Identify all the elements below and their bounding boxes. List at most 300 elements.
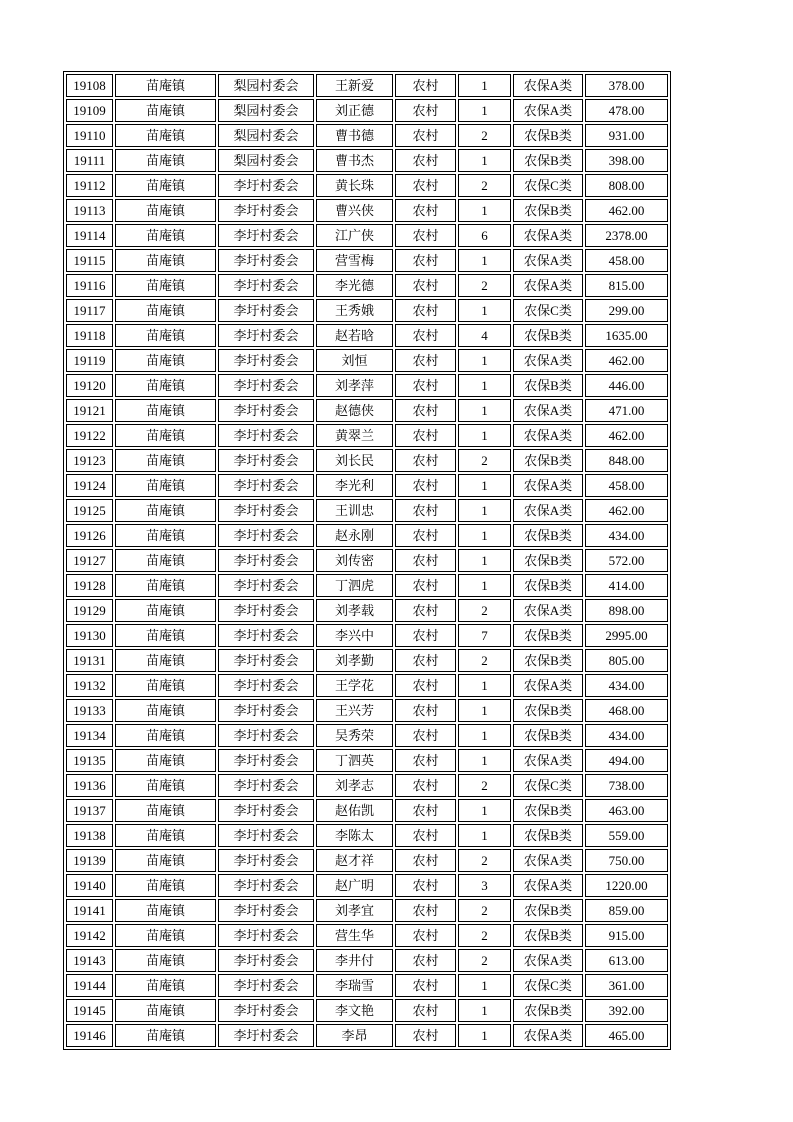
cell-person-name: 李文艳 xyxy=(316,999,393,1022)
cell-residence-type: 农村 xyxy=(395,824,456,847)
cell-village-committee: 梨园村委会 xyxy=(218,149,314,172)
cell-member-count: 1 xyxy=(458,824,511,847)
cell-record-id: 19114 xyxy=(66,224,113,247)
table-row xyxy=(66,399,668,422)
cell-member-count: 2 xyxy=(458,274,511,297)
cell-residence-type: 农村 xyxy=(395,774,456,797)
cell-member-count: 1 xyxy=(458,999,511,1022)
cell-amount: 750.00 xyxy=(585,849,668,872)
cell-town: 苗庵镇 xyxy=(115,899,216,922)
cell-amount: 458.00 xyxy=(585,249,668,272)
cell-person-name: 黄长珠 xyxy=(316,174,393,197)
cell-amount: 915.00 xyxy=(585,924,668,947)
cell-member-count: 1 xyxy=(458,749,511,772)
cell-village-committee: 李圩村委会 xyxy=(218,224,314,247)
cell-person-name: 吴秀荣 xyxy=(316,724,393,747)
cell-person-name: 王兴芳 xyxy=(316,699,393,722)
cell-person-name: 王秀娥 xyxy=(316,299,393,322)
cell-insurance-category: 农保A类 xyxy=(513,99,583,122)
cell-amount: 898.00 xyxy=(585,599,668,622)
cell-residence-type: 农村 xyxy=(395,374,456,397)
table-row xyxy=(66,649,668,672)
cell-record-id: 19110 xyxy=(66,124,113,147)
cell-residence-type: 农村 xyxy=(395,724,456,747)
cell-person-name: 李井付 xyxy=(316,949,393,972)
table-row xyxy=(66,774,668,797)
table-row xyxy=(66,699,668,722)
cell-record-id: 19116 xyxy=(66,274,113,297)
cell-town: 苗庵镇 xyxy=(115,1024,216,1047)
cell-village-committee: 李圩村委会 xyxy=(218,299,314,322)
cell-amount: 458.00 xyxy=(585,474,668,497)
table-row xyxy=(66,249,668,272)
cell-record-id: 19117 xyxy=(66,299,113,322)
cell-person-name: 营生华 xyxy=(316,924,393,947)
cell-record-id: 19121 xyxy=(66,399,113,422)
table-row xyxy=(66,599,668,622)
cell-insurance-category: 农保B类 xyxy=(513,324,583,347)
cell-amount: 468.00 xyxy=(585,699,668,722)
cell-insurance-category: 农保B类 xyxy=(513,549,583,572)
cell-village-committee: 李圩村委会 xyxy=(218,249,314,272)
cell-member-count: 2 xyxy=(458,949,511,972)
cell-record-id: 19128 xyxy=(66,574,113,597)
cell-record-id: 19145 xyxy=(66,999,113,1022)
cell-record-id: 19142 xyxy=(66,924,113,947)
cell-town: 苗庵镇 xyxy=(115,599,216,622)
cell-record-id: 19125 xyxy=(66,499,113,522)
cell-residence-type: 农村 xyxy=(395,424,456,447)
cell-village-committee: 李圩村委会 xyxy=(218,174,314,197)
cell-person-name: 李光德 xyxy=(316,274,393,297)
cell-residence-type: 农村 xyxy=(395,349,456,372)
cell-person-name: 李昂 xyxy=(316,1024,393,1047)
table-row xyxy=(66,99,668,122)
cell-village-committee: 李圩村委会 xyxy=(218,974,314,997)
cell-person-name: 曹书杰 xyxy=(316,149,393,172)
cell-village-committee: 李圩村委会 xyxy=(218,949,314,972)
cell-insurance-category: 农保B类 xyxy=(513,574,583,597)
cell-member-count: 1 xyxy=(458,524,511,547)
cell-town: 苗庵镇 xyxy=(115,499,216,522)
table-row xyxy=(66,974,668,997)
cell-town: 苗庵镇 xyxy=(115,824,216,847)
cell-insurance-category: 农保C类 xyxy=(513,974,583,997)
table-row xyxy=(66,499,668,522)
cell-member-count: 4 xyxy=(458,324,511,347)
cell-insurance-category: 农保B类 xyxy=(513,649,583,672)
cell-residence-type: 农村 xyxy=(395,499,456,522)
table-row xyxy=(66,549,668,572)
cell-amount: 434.00 xyxy=(585,524,668,547)
cell-town: 苗庵镇 xyxy=(115,274,216,297)
cell-town: 苗庵镇 xyxy=(115,199,216,222)
cell-member-count: 1 xyxy=(458,249,511,272)
cell-residence-type: 农村 xyxy=(395,674,456,697)
cell-person-name: 李瑞雪 xyxy=(316,974,393,997)
cell-town: 苗庵镇 xyxy=(115,99,216,122)
cell-amount: 434.00 xyxy=(585,724,668,747)
cell-town: 苗庵镇 xyxy=(115,374,216,397)
cell-village-committee: 李圩村委会 xyxy=(218,774,314,797)
cell-member-count: 2 xyxy=(458,449,511,472)
cell-residence-type: 农村 xyxy=(395,324,456,347)
table-row xyxy=(66,524,668,547)
cell-village-committee: 梨园村委会 xyxy=(218,99,314,122)
cell-amount: 462.00 xyxy=(585,499,668,522)
cell-person-name: 王训忠 xyxy=(316,499,393,522)
cell-member-count: 1 xyxy=(458,724,511,747)
cell-member-count: 2 xyxy=(458,899,511,922)
cell-town: 苗庵镇 xyxy=(115,299,216,322)
cell-amount: 361.00 xyxy=(585,974,668,997)
cell-amount: 738.00 xyxy=(585,774,668,797)
table-row xyxy=(66,874,668,897)
cell-town: 苗庵镇 xyxy=(115,674,216,697)
cell-member-count: 1 xyxy=(458,74,511,97)
cell-town: 苗庵镇 xyxy=(115,224,216,247)
table-row xyxy=(66,124,668,147)
cell-village-committee: 李圩村委会 xyxy=(218,324,314,347)
table-row xyxy=(66,324,668,347)
cell-record-id: 19140 xyxy=(66,874,113,897)
cell-record-id: 19111 xyxy=(66,149,113,172)
cell-person-name: 刘传密 xyxy=(316,549,393,572)
cell-village-committee: 李圩村委会 xyxy=(218,374,314,397)
cell-village-committee: 李圩村委会 xyxy=(218,574,314,597)
cell-record-id: 19137 xyxy=(66,799,113,822)
cell-amount: 465.00 xyxy=(585,1024,668,1047)
cell-residence-type: 农村 xyxy=(395,474,456,497)
cell-village-committee: 李圩村委会 xyxy=(218,599,314,622)
cell-village-committee: 梨园村委会 xyxy=(218,74,314,97)
cell-town: 苗庵镇 xyxy=(115,949,216,972)
table-body xyxy=(66,74,668,1047)
cell-person-name: 刘孝宜 xyxy=(316,899,393,922)
cell-person-name: 刘孝志 xyxy=(316,774,393,797)
table-row xyxy=(66,349,668,372)
cell-amount: 392.00 xyxy=(585,999,668,1022)
cell-amount: 559.00 xyxy=(585,824,668,847)
cell-insurance-category: 农保B类 xyxy=(513,699,583,722)
table-row xyxy=(66,724,668,747)
cell-person-name: 曹兴侠 xyxy=(316,199,393,222)
cell-insurance-category: 农保A类 xyxy=(513,874,583,897)
table-row xyxy=(66,299,668,322)
cell-village-committee: 李圩村委会 xyxy=(218,1024,314,1047)
cell-person-name: 江广侠 xyxy=(316,224,393,247)
cell-insurance-category: 农保A类 xyxy=(513,349,583,372)
cell-record-id: 19132 xyxy=(66,674,113,697)
cell-insurance-category: 农保B类 xyxy=(513,999,583,1022)
cell-village-committee: 李圩村委会 xyxy=(218,899,314,922)
cell-amount: 398.00 xyxy=(585,149,668,172)
cell-residence-type: 农村 xyxy=(395,224,456,247)
cell-insurance-category: 农保B类 xyxy=(513,149,583,172)
cell-amount: 434.00 xyxy=(585,674,668,697)
cell-village-committee: 李圩村委会 xyxy=(218,824,314,847)
cell-person-name: 黄翠兰 xyxy=(316,424,393,447)
cell-insurance-category: 农保C类 xyxy=(513,299,583,322)
cell-insurance-category: 农保B类 xyxy=(513,374,583,397)
table-row xyxy=(66,1024,668,1047)
cell-member-count: 1 xyxy=(458,1024,511,1047)
cell-town: 苗庵镇 xyxy=(115,699,216,722)
cell-insurance-category: 农保A类 xyxy=(513,499,583,522)
cell-insurance-category: 农保B类 xyxy=(513,449,583,472)
cell-person-name: 赵永刚 xyxy=(316,524,393,547)
cell-record-id: 19124 xyxy=(66,474,113,497)
cell-record-id: 19144 xyxy=(66,974,113,997)
cell-residence-type: 农村 xyxy=(395,274,456,297)
cell-town: 苗庵镇 xyxy=(115,474,216,497)
cell-member-count: 1 xyxy=(458,674,511,697)
cell-residence-type: 农村 xyxy=(395,799,456,822)
cell-village-committee: 李圩村委会 xyxy=(218,524,314,547)
cell-person-name: 赵广明 xyxy=(316,874,393,897)
cell-amount: 378.00 xyxy=(585,74,668,97)
cell-residence-type: 农村 xyxy=(395,399,456,422)
cell-insurance-category: 农保A类 xyxy=(513,949,583,972)
cell-amount: 414.00 xyxy=(585,574,668,597)
cell-residence-type: 农村 xyxy=(395,649,456,672)
cell-residence-type: 农村 xyxy=(395,449,456,472)
cell-record-id: 19139 xyxy=(66,849,113,872)
cell-amount: 848.00 xyxy=(585,449,668,472)
cell-village-committee: 梨园村委会 xyxy=(218,124,314,147)
cell-person-name: 王新爱 xyxy=(316,74,393,97)
cell-insurance-category: 农保A类 xyxy=(513,1024,583,1047)
cell-amount: 463.00 xyxy=(585,799,668,822)
cell-member-count: 1 xyxy=(458,299,511,322)
cell-insurance-category: 农保A类 xyxy=(513,599,583,622)
cell-town: 苗庵镇 xyxy=(115,924,216,947)
cell-record-id: 19133 xyxy=(66,699,113,722)
cell-residence-type: 农村 xyxy=(395,599,456,622)
cell-town: 苗庵镇 xyxy=(115,524,216,547)
cell-residence-type: 农村 xyxy=(395,174,456,197)
cell-residence-type: 农村 xyxy=(395,899,456,922)
table-row xyxy=(66,674,668,697)
cell-residence-type: 农村 xyxy=(395,549,456,572)
cell-town: 苗庵镇 xyxy=(115,149,216,172)
cell-person-name: 赵才祥 xyxy=(316,849,393,872)
cell-record-id: 19122 xyxy=(66,424,113,447)
cell-village-committee: 李圩村委会 xyxy=(218,674,314,697)
table-row xyxy=(66,174,668,197)
cell-residence-type: 农村 xyxy=(395,949,456,972)
cell-town: 苗庵镇 xyxy=(115,874,216,897)
cell-residence-type: 农村 xyxy=(395,999,456,1022)
cell-member-count: 2 xyxy=(458,599,511,622)
cell-town: 苗庵镇 xyxy=(115,399,216,422)
table-row xyxy=(66,624,668,647)
cell-record-id: 19135 xyxy=(66,749,113,772)
cell-member-count: 1 xyxy=(458,474,511,497)
cell-record-id: 19113 xyxy=(66,199,113,222)
cell-village-committee: 李圩村委会 xyxy=(218,849,314,872)
cell-insurance-category: 农保A类 xyxy=(513,424,583,447)
cell-record-id: 19119 xyxy=(66,349,113,372)
cell-town: 苗庵镇 xyxy=(115,749,216,772)
cell-village-committee: 李圩村委会 xyxy=(218,999,314,1022)
cell-residence-type: 农村 xyxy=(395,149,456,172)
cell-town: 苗庵镇 xyxy=(115,174,216,197)
cell-member-count: 1 xyxy=(458,349,511,372)
cell-person-name: 刘孝载 xyxy=(316,599,393,622)
cell-amount: 815.00 xyxy=(585,274,668,297)
cell-record-id: 19134 xyxy=(66,724,113,747)
cell-village-committee: 李圩村委会 xyxy=(218,199,314,222)
cell-residence-type: 农村 xyxy=(395,199,456,222)
cell-record-id: 19127 xyxy=(66,549,113,572)
cell-record-id: 19123 xyxy=(66,449,113,472)
table-row xyxy=(66,824,668,847)
cell-residence-type: 农村 xyxy=(395,124,456,147)
cell-record-id: 19141 xyxy=(66,899,113,922)
cell-member-count: 1 xyxy=(458,424,511,447)
table-row xyxy=(66,849,668,872)
cell-member-count: 1 xyxy=(458,574,511,597)
cell-insurance-category: 农保A类 xyxy=(513,674,583,697)
table-row xyxy=(66,924,668,947)
cell-member-count: 1 xyxy=(458,199,511,222)
cell-member-count: 1 xyxy=(458,149,511,172)
cell-record-id: 19109 xyxy=(66,99,113,122)
cell-record-id: 19143 xyxy=(66,949,113,972)
cell-town: 苗庵镇 xyxy=(115,624,216,647)
cell-member-count: 3 xyxy=(458,874,511,897)
cell-record-id: 19146 xyxy=(66,1024,113,1047)
cell-member-count: 1 xyxy=(458,699,511,722)
cell-record-id: 19108 xyxy=(66,74,113,97)
cell-record-id: 19118 xyxy=(66,324,113,347)
cell-village-committee: 李圩村委会 xyxy=(218,649,314,672)
cell-record-id: 19120 xyxy=(66,374,113,397)
cell-insurance-category: 农保A类 xyxy=(513,74,583,97)
table-row xyxy=(66,74,668,97)
cell-amount: 494.00 xyxy=(585,749,668,772)
cell-residence-type: 农村 xyxy=(395,924,456,947)
cell-member-count: 1 xyxy=(458,499,511,522)
cell-village-committee: 李圩村委会 xyxy=(218,799,314,822)
cell-insurance-category: 农保B类 xyxy=(513,724,583,747)
cell-member-count: 1 xyxy=(458,974,511,997)
cell-person-name: 赵德侠 xyxy=(316,399,393,422)
cell-insurance-category: 农保B类 xyxy=(513,924,583,947)
table-row xyxy=(66,374,668,397)
cell-amount: 931.00 xyxy=(585,124,668,147)
cell-insurance-category: 农保A类 xyxy=(513,474,583,497)
cell-residence-type: 农村 xyxy=(395,574,456,597)
cell-member-count: 2 xyxy=(458,924,511,947)
cell-amount: 1220.00 xyxy=(585,874,668,897)
table-row xyxy=(66,199,668,222)
cell-amount: 572.00 xyxy=(585,549,668,572)
cell-amount: 462.00 xyxy=(585,199,668,222)
cell-member-count: 2 xyxy=(458,849,511,872)
cell-village-committee: 李圩村委会 xyxy=(218,499,314,522)
table-row xyxy=(66,474,668,497)
cell-town: 苗庵镇 xyxy=(115,649,216,672)
cell-member-count: 1 xyxy=(458,374,511,397)
cell-insurance-category: 农保C类 xyxy=(513,174,583,197)
cell-town: 苗庵镇 xyxy=(115,324,216,347)
table-row xyxy=(66,574,668,597)
cell-member-count: 2 xyxy=(458,649,511,672)
cell-amount: 859.00 xyxy=(585,899,668,922)
cell-town: 苗庵镇 xyxy=(115,249,216,272)
cell-amount: 478.00 xyxy=(585,99,668,122)
cell-insurance-category: 农保B类 xyxy=(513,199,583,222)
cell-person-name: 赵若晗 xyxy=(316,324,393,347)
table-row xyxy=(66,449,668,472)
cell-member-count: 2 xyxy=(458,774,511,797)
table-row xyxy=(66,949,668,972)
cell-amount: 805.00 xyxy=(585,649,668,672)
cell-town: 苗庵镇 xyxy=(115,74,216,97)
cell-person-name: 丁泗虎 xyxy=(316,574,393,597)
cell-residence-type: 农村 xyxy=(395,249,456,272)
cell-member-count: 7 xyxy=(458,624,511,647)
cell-town: 苗庵镇 xyxy=(115,549,216,572)
cell-town: 苗庵镇 xyxy=(115,349,216,372)
cell-residence-type: 农村 xyxy=(395,74,456,97)
table-row xyxy=(66,424,668,447)
cell-town: 苗庵镇 xyxy=(115,424,216,447)
cell-residence-type: 农村 xyxy=(395,299,456,322)
cell-insurance-category: 农保C类 xyxy=(513,774,583,797)
cell-person-name: 赵佑凯 xyxy=(316,799,393,822)
cell-amount: 462.00 xyxy=(585,349,668,372)
cell-village-committee: 李圩村委会 xyxy=(218,449,314,472)
table-row xyxy=(66,899,668,922)
cell-person-name: 营雪梅 xyxy=(316,249,393,272)
cell-insurance-category: 农保A类 xyxy=(513,749,583,772)
cell-member-count: 2 xyxy=(458,174,511,197)
table-row xyxy=(66,799,668,822)
cell-insurance-category: 农保B类 xyxy=(513,799,583,822)
cell-record-id: 19131 xyxy=(66,649,113,672)
cell-record-id: 19129 xyxy=(66,599,113,622)
cell-town: 苗庵镇 xyxy=(115,449,216,472)
cell-member-count: 1 xyxy=(458,549,511,572)
cell-person-name: 刘孝萍 xyxy=(316,374,393,397)
cell-insurance-category: 农保B类 xyxy=(513,524,583,547)
cell-member-count: 6 xyxy=(458,224,511,247)
cell-village-committee: 李圩村委会 xyxy=(218,399,314,422)
table-row xyxy=(66,274,668,297)
cell-residence-type: 农村 xyxy=(395,1024,456,1047)
cell-person-name: 刘长民 xyxy=(316,449,393,472)
cell-town: 苗庵镇 xyxy=(115,774,216,797)
cell-record-id: 19136 xyxy=(66,774,113,797)
table-row xyxy=(66,149,668,172)
cell-person-name: 曹书德 xyxy=(316,124,393,147)
cell-residence-type: 农村 xyxy=(395,849,456,872)
cell-amount: 1635.00 xyxy=(585,324,668,347)
cell-residence-type: 农村 xyxy=(395,974,456,997)
cell-member-count: 1 xyxy=(458,399,511,422)
table-row xyxy=(66,224,668,247)
cell-village-committee: 李圩村委会 xyxy=(218,624,314,647)
cell-person-name: 李光利 xyxy=(316,474,393,497)
cell-village-committee: 李圩村委会 xyxy=(218,424,314,447)
cell-insurance-category: 农保A类 xyxy=(513,224,583,247)
cell-residence-type: 农村 xyxy=(395,749,456,772)
cell-person-name: 刘恒 xyxy=(316,349,393,372)
cell-amount: 2995.00 xyxy=(585,624,668,647)
